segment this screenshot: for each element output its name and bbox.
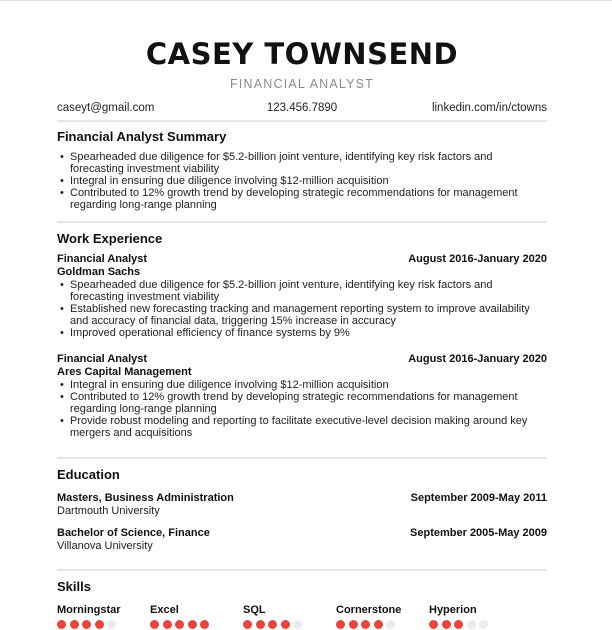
rating-dot-filled [243, 620, 252, 629]
rating-dot-filled [82, 620, 91, 629]
list-item: • Integral in ensuring due diligence involving $12-million acquisition [57, 175, 547, 187]
rating-dot-empty [467, 620, 476, 629]
divider [57, 120, 547, 122]
rating-dot-filled [429, 620, 438, 629]
rating-dot-empty [479, 620, 488, 629]
rating-dot-filled [454, 620, 463, 629]
rating-dot-empty [386, 620, 395, 629]
rating-dot-filled [361, 620, 370, 629]
education-dates: September 2005-May 2009 [410, 527, 547, 539]
rating-dot-filled [175, 620, 184, 629]
rating-dot-filled [336, 620, 345, 629]
job-title-subtitle: FINANCIAL ANALYST [229, 77, 375, 91]
job-bullets [57, 279, 547, 339]
rating-dot-empty [293, 620, 302, 629]
skill-item [243, 604, 335, 617]
rating-dot-empty [107, 620, 116, 629]
job-company: Ares Capital Management [57, 366, 192, 378]
rating-dot-filled [256, 620, 265, 629]
list-item: • Contributed to 12% growth trend by developing strategic recommendations for management regarding long-range planning [57, 391, 547, 415]
experience-heading: Work Experience [57, 231, 163, 246]
rating-dot-filled [57, 620, 66, 629]
skill-item [57, 604, 149, 617]
list-item: • Provide robust modeling and reporting to facilitate executive-level decision making around key mergers and acquisitions [57, 415, 547, 439]
degree: Masters, Business Administration [57, 492, 234, 504]
list-item: • Contributed to 12% growth trend by developing strategic recommendations for management regarding long-range planning [57, 187, 547, 211]
education-heading: Education [57, 467, 120, 482]
contact-linkedin[interactable]: linkedin.com/in/ctowns [431, 102, 547, 114]
education-entry [57, 492, 547, 505]
rating-dot-filled [442, 620, 451, 629]
school: Dartmouth University [57, 505, 160, 517]
job-bullets [57, 379, 547, 439]
job-dates: August 2016-January 2020 [408, 253, 547, 265]
degree: Bachelor of Science, Finance [57, 527, 210, 539]
skill-item [336, 604, 428, 617]
skill-item [150, 604, 242, 617]
rating-dot-filled [281, 620, 290, 629]
list-item: • Spearheaded due diligence for $5.2-billion joint venture, identifying key risk factors and forecasting investment viability [57, 279, 547, 303]
top-border [0, 0, 612, 1]
summary-list [57, 151, 547, 211]
rating-dot-filled [70, 620, 79, 629]
skills-heading: Skills [57, 579, 91, 594]
summary-heading: Financial Analyst Summary [57, 129, 227, 144]
job-header [57, 353, 547, 366]
rating-dot-filled [349, 620, 358, 629]
contact-email[interactable]: caseyt@gmail.com [57, 102, 155, 114]
job-title: Financial Analyst [57, 353, 148, 365]
skill-name: Morningstar [57, 604, 121, 616]
skill-item [429, 604, 521, 617]
skill-name: Hyperion [429, 604, 477, 616]
job-title: Financial Analyst [57, 253, 148, 265]
divider [57, 221, 547, 223]
rating-dot-filled [200, 620, 209, 629]
candidate-name: CASEY TOWNSEND [145, 37, 459, 71]
skill-name: Excel [150, 604, 179, 616]
contact-phone: 123.456.7890 [266, 102, 338, 114]
list-item: • Established new forecasting tracking and management reporting system to improve availability and accuracy of financial data, triggering 15% increase in accuracy [57, 303, 547, 327]
job-header [57, 253, 547, 266]
list-item: • Integral in ensuring due diligence involving $12-million acquisition [57, 379, 547, 391]
skill-name: SQL [243, 604, 266, 616]
school: Villanova University [57, 540, 153, 552]
rating-dot-filled [163, 620, 172, 629]
contact-bar [57, 100, 547, 116]
job-dates: August 2016-January 2020 [408, 353, 547, 365]
rating-dot-filled [188, 620, 197, 629]
list-item: • Spearheaded due diligence for $5.2-billion joint venture, identifying key risk factors and forecasting investment viability [57, 151, 547, 175]
education-entry [57, 527, 547, 540]
divider [57, 569, 547, 571]
rating-dot-filled [150, 620, 159, 629]
rating-dot-filled [268, 620, 277, 629]
education-dates: September 2009-May 2011 [410, 492, 547, 504]
divider [57, 457, 547, 459]
skill-name: Cornerstone [336, 604, 402, 616]
list-item: • Improved operational efficiency of finance systems by 9% [57, 327, 547, 339]
job-company: Goldman Sachs [57, 266, 141, 278]
rating-dot-filled [374, 620, 383, 629]
rating-dot-filled [95, 620, 104, 629]
